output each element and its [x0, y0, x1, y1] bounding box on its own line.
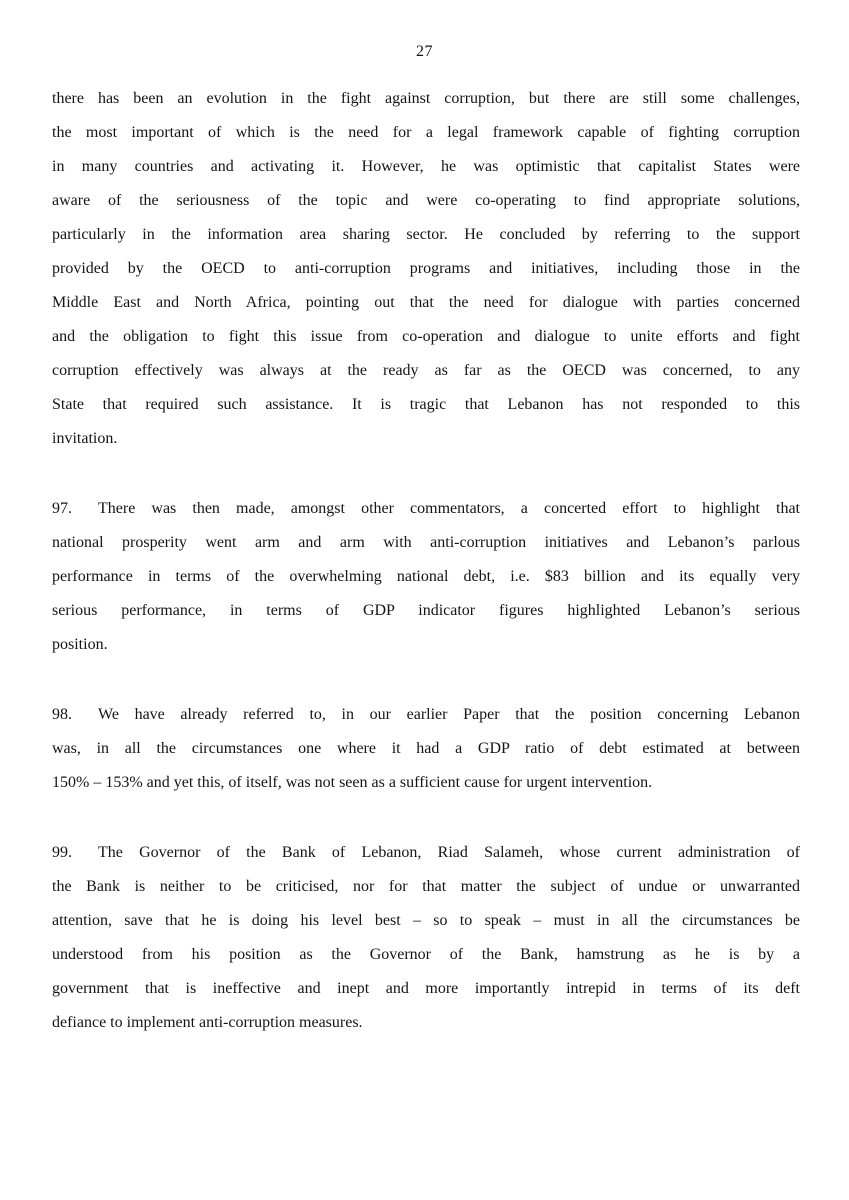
text-line: position. — [52, 636, 108, 653]
text-line: government that is ineffective and inept and more importantly intrepid in terms of its deft — [52, 980, 800, 997]
text-line-content: There was then made, amongst other commentators, a concerted effort to highlight that — [98, 500, 800, 517]
text-line-content: The Governor of the Bank of Lebanon, Riad Salameh, whose current administration of — [98, 844, 800, 861]
paragraph-number: 97. — [52, 500, 72, 517]
text-line: invitation. — [52, 430, 118, 447]
paragraph-number: 98. — [52, 706, 72, 723]
text-line: provided by the OECD to anti-corruption programs and initiatives, including those in the — [52, 260, 800, 277]
paragraph-97 — [52, 492, 800, 662]
paragraph-continuation — [52, 82, 800, 456]
paragraph-99 — [52, 836, 800, 1040]
text-line — [52, 492, 800, 526]
page-number: 27 — [416, 43, 433, 60]
text-line: performance in terms of the overwhelming national debt, i.e. $83 billion and its equally very — [52, 568, 800, 585]
paragraph-98 — [52, 698, 800, 800]
text-line: serious performance, in terms of GDP indicator figures highlighted Lebanon’s serious — [52, 602, 800, 619]
text-line: Middle East and North Africa, pointing out that the need for dialogue with parties concerned — [52, 294, 800, 311]
text-line: understood from his position as the Governor of the Bank, hamstrung as he is by a — [52, 946, 800, 963]
text-line: particularly in the information area sharing sector. He concluded by referring to the support — [52, 226, 800, 243]
text-line: the Bank is neither to be criticised, nor for that matter the subject of undue or unwarranted — [52, 878, 800, 895]
text-line-content: We have already referred to, in our earlier Paper that the position concerning Lebanon — [98, 706, 800, 723]
text-line: State that required such assistance. It is tragic that Lebanon has not responded to this — [52, 396, 800, 413]
text-line — [52, 698, 800, 732]
text-line: the most important of which is the need for a legal framework capable of fighting corruption — [52, 124, 800, 141]
text-line: there has been an evolution in the fight against corruption, but there are still some challenges, — [52, 90, 800, 107]
text-line: 150% – 153% and yet this, of itself, was not seen as a sufficient cause for urgent intervention. — [52, 774, 653, 791]
text-line: national prosperity went arm and arm with anti-corruption initiatives and Lebanon’s parlous — [52, 534, 800, 551]
text-line: defiance to implement anti-corruption measures. — [52, 1014, 363, 1031]
text-line: in many countries and activating it. However, he was optimistic that capitalist States were — [52, 158, 800, 175]
text-line: was, in all the circumstances one where it had a GDP ratio of debt estimated at between — [52, 740, 800, 757]
text-line: attention, save that he is doing his level best – so to speak – must in all the circumstances be — [52, 912, 800, 929]
text-line: and the obligation to fight this issue from co-operation and dialogue to unite efforts and fight — [52, 328, 800, 345]
text-line — [52, 836, 800, 870]
text-line: corruption effectively was always at the ready as far as the OECD was concerned, to any — [52, 362, 800, 379]
paragraph-number: 99. — [52, 844, 72, 861]
document-body — [52, 82, 800, 1040]
text-line: aware of the seriousness of the topic and were co-operating to find appropriate solutions, — [52, 192, 800, 209]
